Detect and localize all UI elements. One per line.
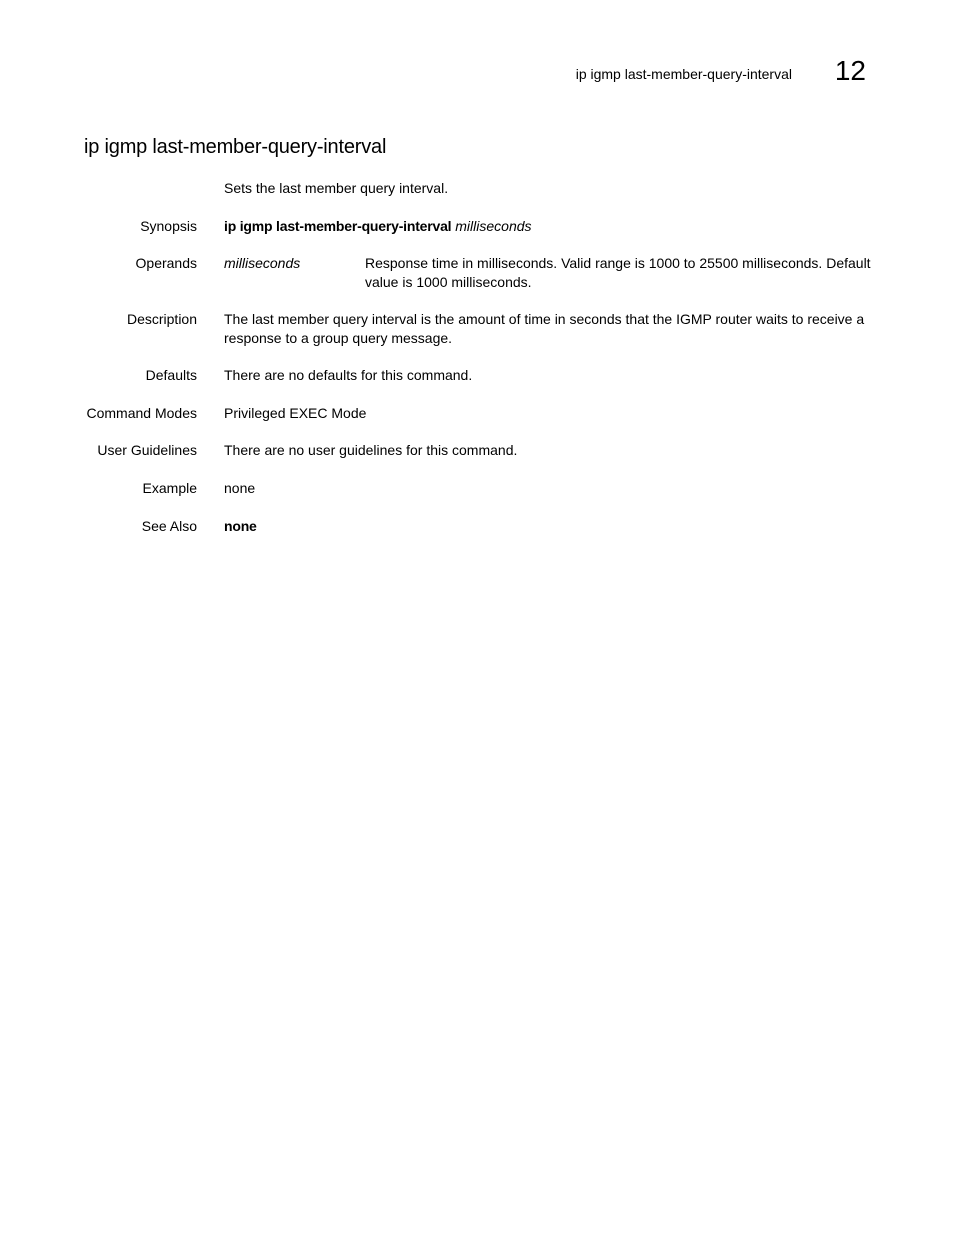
operands-label: Operands xyxy=(135,255,197,271)
example-row xyxy=(84,479,874,498)
description-text: The last member query interval is the amount of time in seconds that the IGMP router waits to receive a response to a group query message. xyxy=(224,311,865,346)
defaults-label: Defaults xyxy=(145,367,197,383)
synopsis-value xyxy=(224,217,874,236)
example-text: none xyxy=(224,480,256,496)
user-guidelines-text: There are no user guidelines for this command. xyxy=(224,442,518,458)
operand-description: Response time in milliseconds. Valid range is 1000 to 25500 milliseconds. Default value is 1000 milliseconds. xyxy=(365,255,871,290)
defaults-row xyxy=(84,366,874,385)
see-also-row xyxy=(84,517,874,536)
description-label: Description xyxy=(126,311,197,327)
operand-item xyxy=(224,254,874,292)
intro-row xyxy=(84,179,874,198)
command-reference xyxy=(84,179,874,536)
command-modes-label: Command Modes xyxy=(86,405,197,421)
user-guidelines-row xyxy=(84,441,874,460)
see-also-label: See Also xyxy=(141,518,197,534)
operands-row xyxy=(84,254,874,292)
command-modes-text: Privileged EXEC Mode xyxy=(224,405,367,421)
running-header: ip igmp last-member-query-interval xyxy=(575,66,792,82)
chapter-number: 12 xyxy=(834,55,866,86)
example-label: Example xyxy=(142,480,197,496)
user-guidelines-label: User Guidelines xyxy=(97,442,197,458)
see-also-link[interactable]: none xyxy=(224,518,257,534)
synopsis-label: Synopsis xyxy=(140,218,197,234)
defaults-text: There are no defaults for this command. xyxy=(224,367,473,383)
operands-value xyxy=(224,254,874,292)
page-title: ip igmp last-member-query-interval xyxy=(84,136,387,158)
synopsis-argument: milliseconds xyxy=(455,218,532,234)
synopsis-command: ip igmp last-member-query-interval xyxy=(224,218,452,234)
description-row xyxy=(84,310,874,348)
intro-text: Sets the last member query interval. xyxy=(224,180,449,196)
operand-name: milliseconds xyxy=(224,255,301,271)
synopsis-row xyxy=(84,217,874,236)
command-modes-row xyxy=(84,404,874,423)
